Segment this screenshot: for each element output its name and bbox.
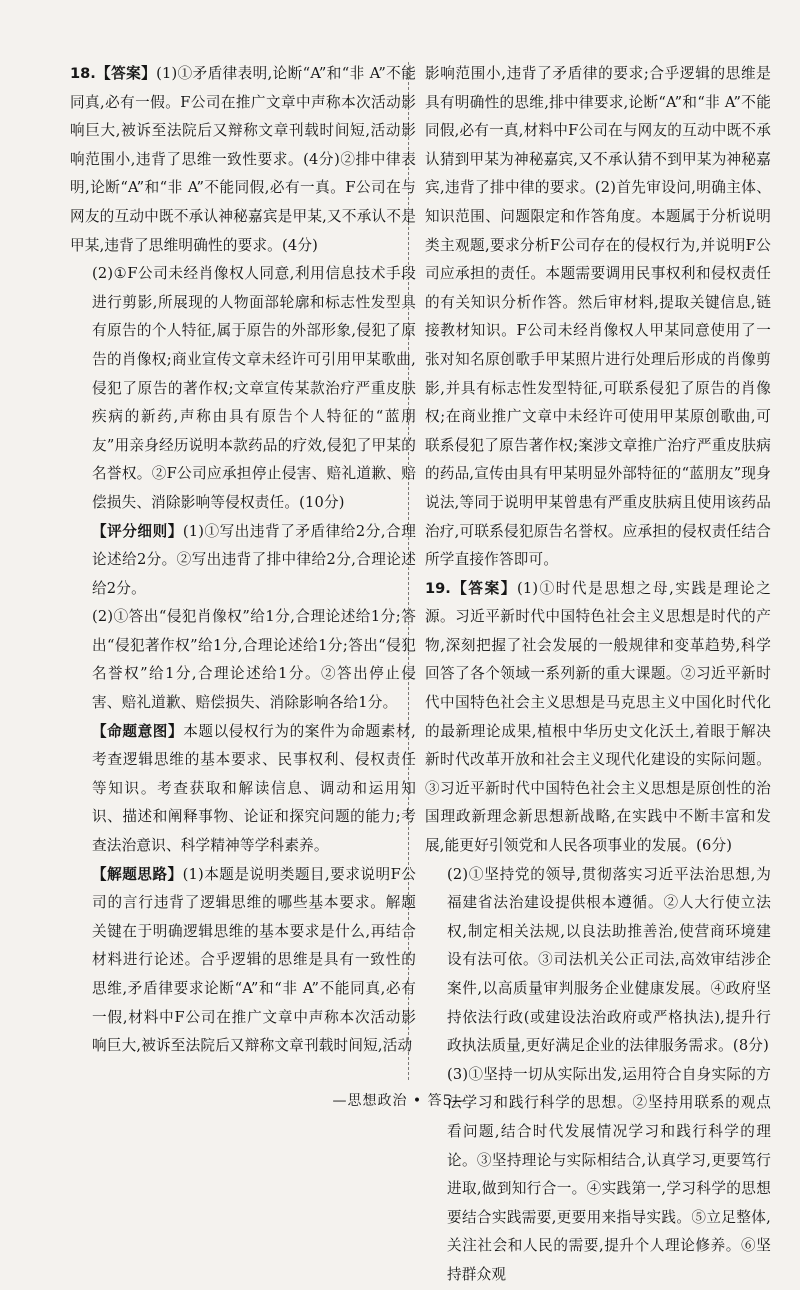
q19-answer-tag: 【答案】 (450, 579, 517, 597)
q18-intent-text: 本题以侵权行为的案件为命题素材,考查逻辑思维的基本要求、民事权利、侵权责任等知识。考查获取和解读信息、调动和运用知识、描述和阐释事物、论证和探究问题的能力;考查法治意识、科学精神等学科素养。 (92, 722, 416, 855)
q18-approach-tag: 【解题思路】 (92, 865, 183, 883)
q19-answer-text-1: (1)①时代是思想之母,实践是理论之源。习近平新时代中国特色社会主义思想是时代的产物,深刻把握了社会发展的一般规律和变革趋势,科学回答了各个领域一系列新的重大课题。②习近平新时代中国特色社会主义思想是马克思主义中国化时代化的最新理论成果,植根中华历史文化沃土,着眼于解决新时代改革开放和社会主义现代化建设的实际问题。③习近平新时代中国特色社会主义思想是原创性的治国理政新理念新思想新战略,在实践中不断丰富和发展,能更好引领党和人民各项事业的发展。(6分) (425, 579, 771, 855)
q18-approach-continued: 影响范围小,违背了矛盾律的要求;合乎逻辑的思维是具有明确性的思维,排中律要求,论断“A”和“非 A”不能同假,必有一真,材料中F公司在与网友的互动中既不承认猜到甲某为神秘嘉宾,又不承认猜不到甲某为神秘嘉宾,违背了排中律的要求。(2)首先审设问,明确主体、知识范围、问题限定和作答角度。本题属于分析说明类主观题,要求分析F公司存在的侵权行为,并说明F公司应承担的责任。本题需要调用民事权利和侵权责任的有关知识分析作答。然后审材料,提取关键信息,链接教材知识。F公司未经肖像权人甲某同意使用了一张对知名原创歌手甲某照片进行处理后形成的肖像剪影,并具有标志性发型特征,可联系侵犯了原告的肖像权;在商业推广文章中未经许可使用甲某原创歌曲,可联系侵犯了原告著作权;案涉文章推广治疗严重皮肤病的药品,宣传由具有甲某明显外部特征的“蓝朋友”现身说法,等同于说明甲某曾患有严重皮肤病且使用该药品治疗,可联系侵犯原告名誉权。应承担的侵权责任结合所学直接作答即可。 (425, 65, 771, 569)
q18-intent-tag: 【命题意图】 (92, 722, 184, 740)
page-footer: —思想政治 • 答5— (332, 1093, 468, 1109)
q19-answer-p1 (425, 575, 771, 861)
q18-approach-text: (1)本题是说明类题目,要求说明F公司的言行违背了逻辑思维的哪些基本要求。解题关键在于明确逻辑思维的基本要求是什么,再结合材料进行论述。合乎逻辑的思维是具有一致性的思维,矛盾律要求论断“A”和“非 A”不能同真,必有一假,材料中F公司在推广文章中声称本次活动影响巨大,被诉至法院后又辩称文章刊载时间短,活动 (92, 865, 417, 1055)
q18-approach (70, 861, 416, 1061)
q18-scoring-p1 (70, 518, 416, 604)
q19-answer-p3: (3)①坚持一切从实际出发,运用符合自身实际的方法学习和践行科学的思想。②坚持用联系的观点看问题,结合时代发展情况学习和践行科学的理论。③坚持理论与实际相结合,认真学习,更要笃行进取,做到知行合一。④实践第一,学习科学的思想要结合实践需要,更要用来指导实践。⑤立足整体,关注社会和人民的需要,提升个人理论修养。⑥坚持群众观 (447, 1065, 771, 1283)
q18-scoring-text-1: (1)①写出违背了矛盾律给2分,合理论述给2分。②写出违背了排中律给2分,合理论述给2分。 (92, 522, 416, 597)
q18-answer-text-1: (1)①矛盾律表明,论断“A”和“非 A”不能同真,必有一假。F公司在推广文章中声称本次活动影响巨大,被诉至法院后又辩称文章刊载时间短,活动影响范围小,违背了思维一致性要求。(4分)②排中律表明,论断“A”和“非 A”不能同假,必有一真。F公司在与网友的互动中既不承认神秘嘉宾是甲某,又不承认不是甲某,违背了思维明确性的要求。(4分) (70, 65, 416, 254)
q18-intent (70, 718, 416, 861)
q18-scoring-p2: (2)①答出“侵犯肖像权”给1分,合理论述给1分;答出“侵犯著作权”给1分,合理论述给1分;答出“侵犯名誉权”给1分,合理论述给1分。②答出停止侵害、赔礼道歉、赔偿损失、消除影响各给1分。 (92, 608, 416, 712)
q18-number: 18. (70, 65, 96, 82)
q18-answer-p2: (2)①F公司未经肖像权人同意,利用信息技术手段进行剪影,所展现的人物面部轮廓和标志性发型具有原告的个人特征,属于原告的外部形象,侵犯了原告的肖像权;商业宣传文章未经许可引用甲某歌曲,侵犯了原告的著作权;文章宣传某款治疗严重皮肤疾病的新药,声称由具有原告个人特征的“蓝朋友”用亲身经历说明本款药品的疗效,侵犯了甲某的名誉权。②F公司应承担停止侵害、赔礼道歉、赔偿损失、消除影响等侵权责任。(10分) (92, 265, 416, 511)
q19-answer-p2: (2)①坚持党的领导,贯彻落实习近平法治思想,为福建省法治建设提供根本遵循。②人大行使立法权,制定相关法规,以良法助推善治,使营商环境建设有法可依。③司法机关公正司法,高效审结涉企案件,以高质量审判服务企业健康发展。④政府坚持依法行政(或建设法治政府或严格执法),提升行政执法质量,更好满足企业的法律服务需求。(8分) (447, 865, 771, 1055)
q18-answer-p1 (70, 60, 416, 260)
left-column (70, 60, 416, 1061)
q18-scoring-tag: 【评分细则】 (92, 522, 183, 540)
q19-number: 19. (425, 579, 451, 597)
q18-answer-tag: 【答案】 (95, 65, 157, 82)
